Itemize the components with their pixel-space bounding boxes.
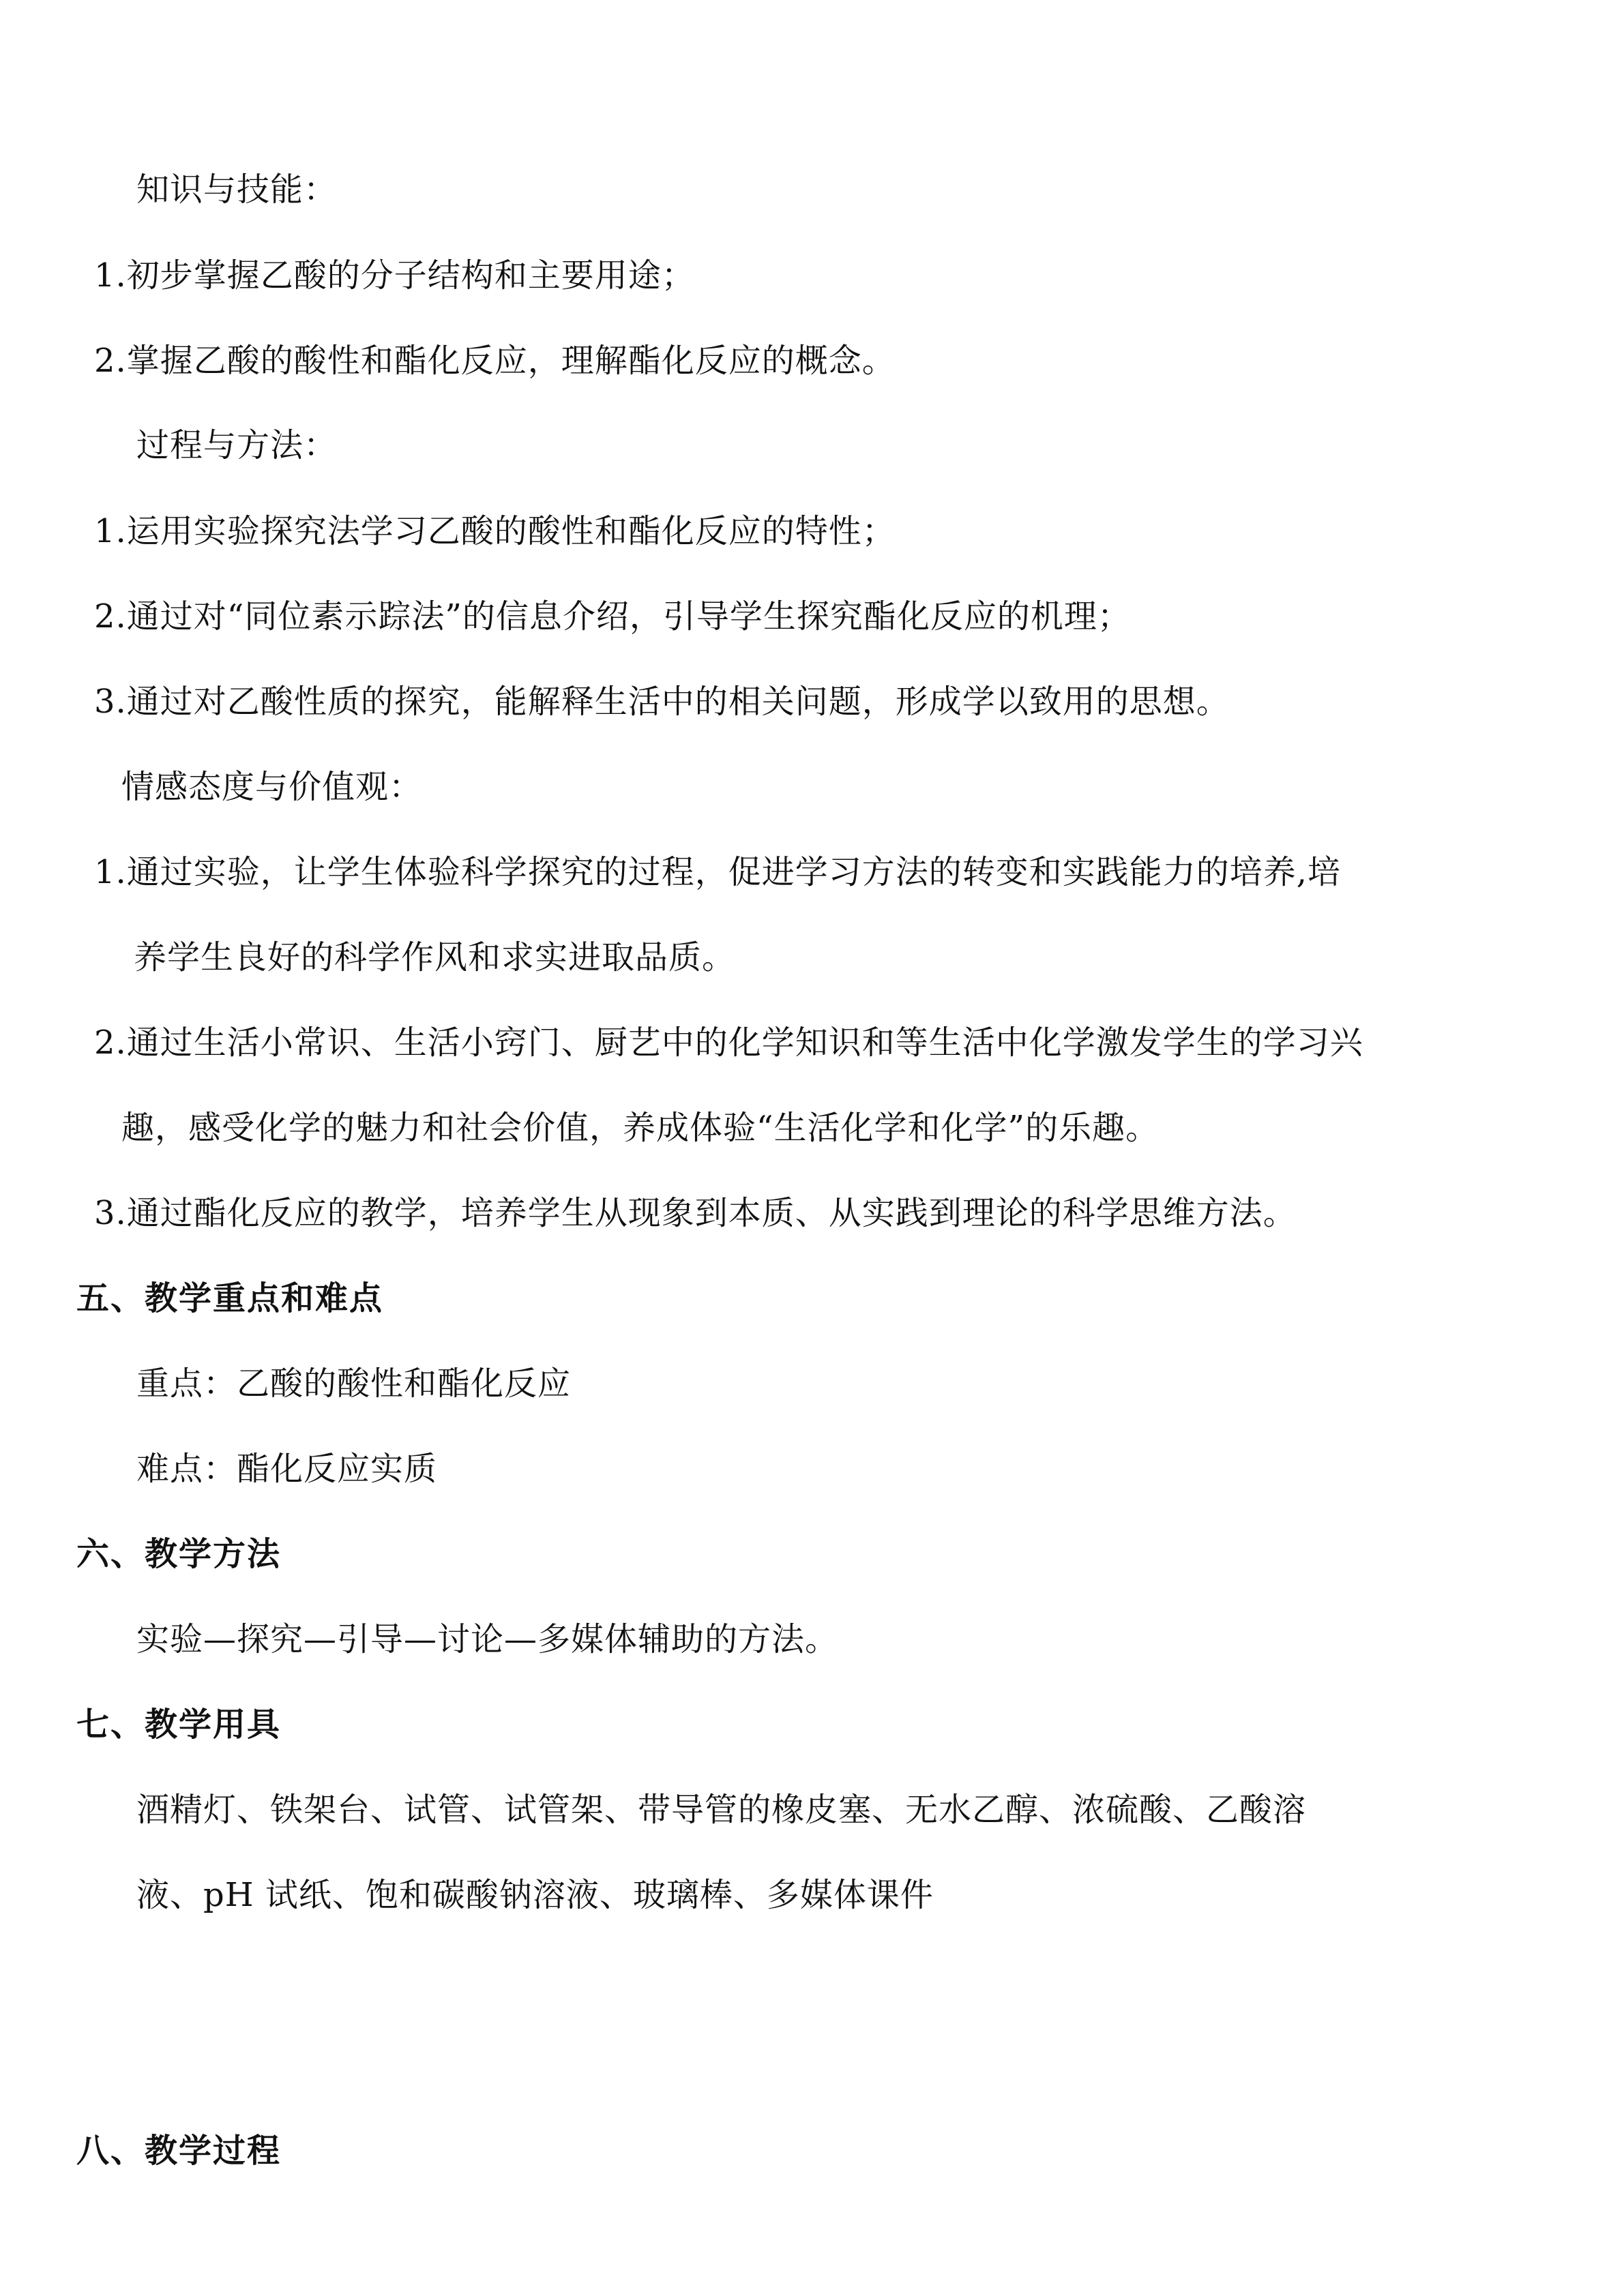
- emotion-item-1-line-2: 养学生良好的科学作风和求实进取品质。: [134, 938, 736, 976]
- process-item-1: 1.运用实验探究法学习乙酸的酸性和酯化反应的特性；: [94, 512, 896, 550]
- knowledge-item-2: 2.掌握乙酸的酸性和酯化反应，理解酯化反应的概念。: [94, 342, 896, 380]
- knowledge-skills-title: 知识与技能：: [136, 170, 338, 209]
- teaching-method: 实验—探究—引导—讨论—多媒体辅助的方法。: [136, 1620, 839, 1658]
- process-methods-title: 过程与方法：: [136, 426, 338, 464]
- emotion-item-3: 3.通过酯化反应的教学，培养学生从现象到本质、从实践到理论的科学思维方法。: [94, 1194, 1297, 1232]
- process-item-2: 2.通过对“同位素示踪法”的信息介绍，引导学生探究酯化反应的机理；: [94, 597, 1131, 636]
- section-7-heading: 七、教学用具: [76, 1705, 282, 1744]
- emotion-item-2-line-2: 趣，感受化学的魅力和社会价值，养成体验“生活化学和化学”的乐趣。: [121, 1109, 1160, 1147]
- knowledge-item-1: 1.初步掌握乙酸的分子结构和主要用途；: [94, 256, 695, 295]
- emotion-item-1-line-1: 1.通过实验，让学生体验科学探究的过程，促进学习方法的转变和实践能力的培养,培: [94, 853, 1342, 891]
- section-6-heading: 六、教学方法: [76, 1535, 282, 1573]
- emotion-values-title: 情感态度与价值观：: [121, 768, 423, 806]
- process-item-3: 3.通过对乙酸性质的探究，能解释生活中的相关问题，形成学以致用的思想。: [94, 683, 1230, 721]
- teaching-tools-line-2: 液、pH 试纸、饱和碳酸钠溶液、玻璃棒、多媒体课件: [136, 1876, 934, 1914]
- section-5-heading: 五、教学重点和难点: [76, 1279, 384, 1317]
- teaching-tools-line-1: 酒精灯、铁架台、试管、试管架、带导管的橡皮塞、无水乙醇、浓硫酸、乙酸溶: [136, 1791, 1307, 1829]
- emotion-item-2-line-1: 2.通过生活小常识、生活小窍门、厨艺中的化学知识和等生活中化学激发学生的学习兴: [94, 1024, 1363, 1062]
- key-point: 重点：乙酸的酸性和酯化反应: [136, 1365, 572, 1403]
- section-8-heading: 八、教学过程: [76, 2132, 282, 2170]
- difficulty: 难点：酯化反应实质: [136, 1450, 438, 1488]
